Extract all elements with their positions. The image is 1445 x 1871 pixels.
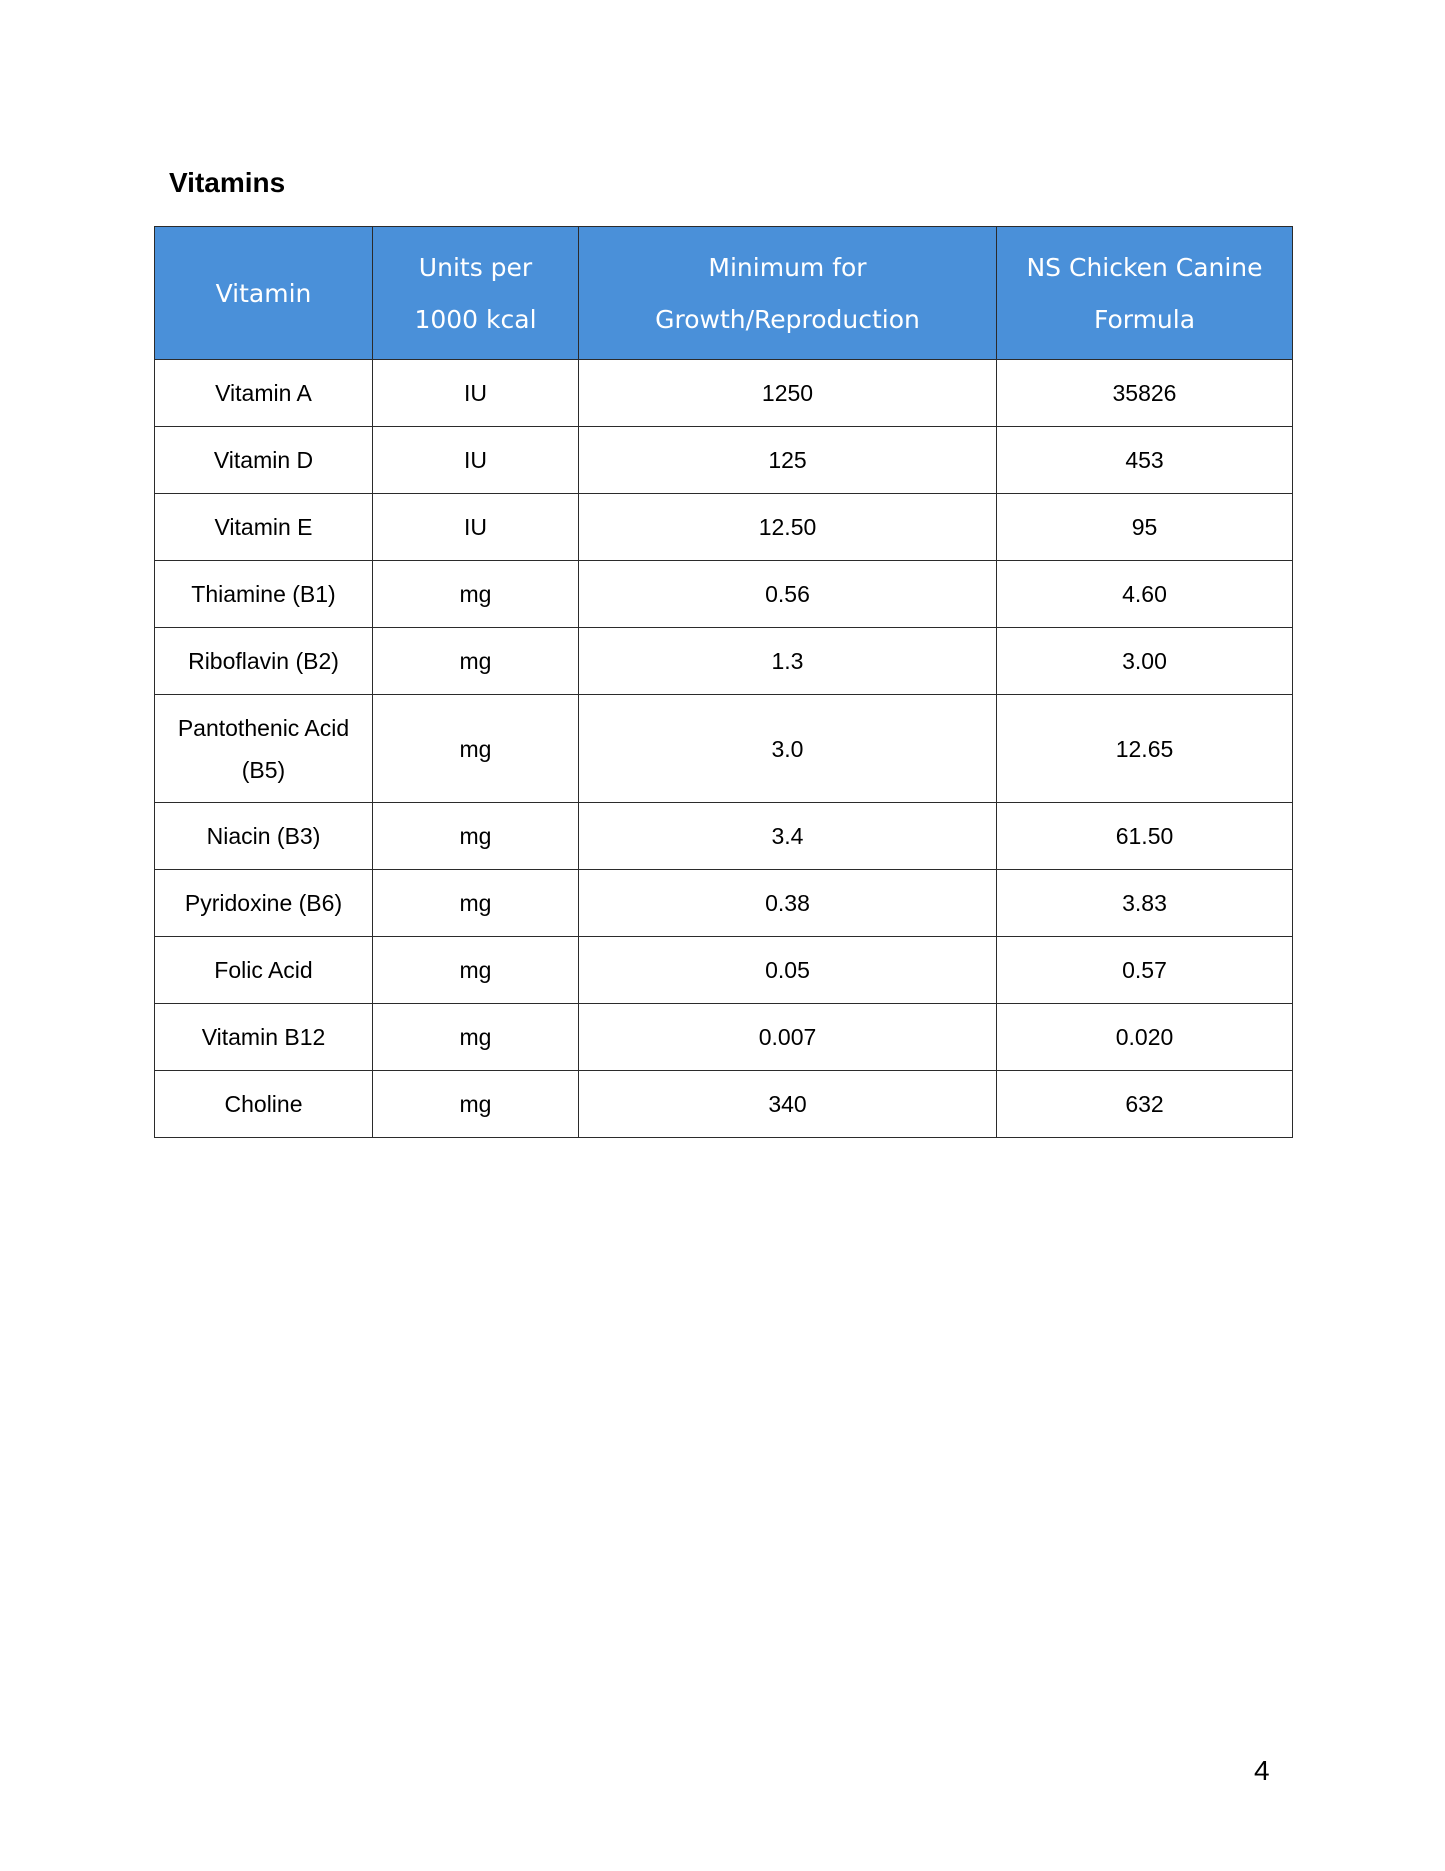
minimum-cell: 0.56 (579, 561, 997, 628)
table-row (155, 427, 1293, 494)
header-vitamin-text: Vitamin (215, 279, 312, 308)
vitamin-name-cell (155, 628, 373, 695)
header-units-line2: 1000 kcal (414, 305, 537, 334)
formula-cell: 12.65 (997, 695, 1293, 803)
vitamin-name: Choline (224, 1091, 303, 1117)
minimum-cell: 0.05 (579, 937, 997, 1004)
vitamin-name-cell (155, 870, 373, 937)
vitamin-name: Pyridoxine (B6) (184, 890, 343, 916)
table-row (155, 561, 1293, 628)
vitamin-name: Thiamine (B1) (191, 581, 336, 607)
formula-cell: 95 (997, 494, 1293, 561)
header-minimum-line2: Growth/Reproduction (655, 305, 920, 334)
table-row (155, 360, 1293, 427)
vitamin-name-cell (155, 494, 373, 561)
table-body (155, 360, 1293, 1138)
minimum-cell: 0.007 (579, 1004, 997, 1071)
header-formula (997, 227, 1293, 360)
unit-cell: mg (373, 695, 579, 803)
table-row (155, 628, 1293, 695)
vitamin-name: Vitamin A (215, 380, 312, 406)
unit-cell: mg (373, 1004, 579, 1071)
vitamin-name: Vitamin B12 (201, 1024, 326, 1050)
section-title: Vitamins (169, 167, 286, 198)
minimum-cell: 1.3 (579, 628, 997, 695)
minimum-cell: 1250 (579, 360, 997, 427)
table-row (155, 870, 1293, 937)
vitamin-name-cell (155, 561, 373, 628)
vitamin-name-cell (155, 427, 373, 494)
table-header-row (155, 227, 1293, 360)
unit-cell: mg (373, 870, 579, 937)
vitamin-name-cell (155, 803, 373, 870)
header-units (373, 227, 579, 360)
formula-cell: 632 (997, 1071, 1293, 1138)
formula-cell: 453 (997, 427, 1293, 494)
vitamin-name: Folic Acid (214, 957, 313, 983)
vitamin-name: Riboflavin (B2) (188, 648, 339, 674)
unit-cell: mg (373, 561, 579, 628)
header-minimum-line1: Minimum for (708, 253, 867, 282)
unit-cell: mg (373, 628, 579, 695)
unit-cell: IU (373, 427, 579, 494)
header-formula-line2: Formula (1093, 305, 1196, 334)
vitamin-name-cell (155, 1004, 373, 1071)
table-row (155, 937, 1293, 1004)
unit-cell: mg (373, 937, 579, 1004)
minimum-cell: 3.0 (579, 695, 997, 803)
formula-cell: 0.57 (997, 937, 1293, 1004)
unit-cell: IU (373, 360, 579, 427)
table-row (155, 494, 1293, 561)
header-units-line1: Units per (418, 253, 533, 282)
header-formula-line1: NS Chicken Canine (1026, 253, 1263, 282)
minimum-cell: 12.50 (579, 494, 997, 561)
table-row (155, 1071, 1293, 1138)
formula-cell: 4.60 (997, 561, 1293, 628)
header-minimum (579, 227, 997, 360)
formula-cell: 35826 (997, 360, 1293, 427)
formula-cell: 3.83 (997, 870, 1293, 937)
table-row (155, 803, 1293, 870)
vitamin-name-cell (155, 937, 373, 1004)
table-row (155, 1004, 1293, 1071)
vitamin-name-cell (155, 695, 373, 803)
minimum-cell: 3.4 (579, 803, 997, 870)
vitamin-name-cell (155, 360, 373, 427)
vitamin-name: Vitamin D (213, 447, 314, 473)
unit-cell: mg (373, 1071, 579, 1138)
minimum-cell: 0.38 (579, 870, 997, 937)
vitamin-name: Vitamin E (214, 514, 313, 540)
page-number: 4 (1254, 1755, 1270, 1786)
unit-cell: mg (373, 803, 579, 870)
vitamin-name-cell (155, 1071, 373, 1138)
unit-cell: IU (373, 494, 579, 561)
vitamins-table (154, 226, 1293, 1138)
formula-cell: 61.50 (997, 803, 1293, 870)
vitamin-name: Niacin (B3) (206, 823, 321, 849)
vitamin-name: Pantothenic Acid (177, 714, 350, 741)
table-row (155, 695, 1293, 803)
minimum-cell: 340 (579, 1071, 997, 1138)
header-vitamin (155, 227, 373, 360)
minimum-cell: 125 (579, 427, 997, 494)
formula-cell: 3.00 (997, 628, 1293, 695)
formula-cell: 0.020 (997, 1004, 1293, 1071)
vitamin-name-line2: (B5) (241, 756, 286, 783)
